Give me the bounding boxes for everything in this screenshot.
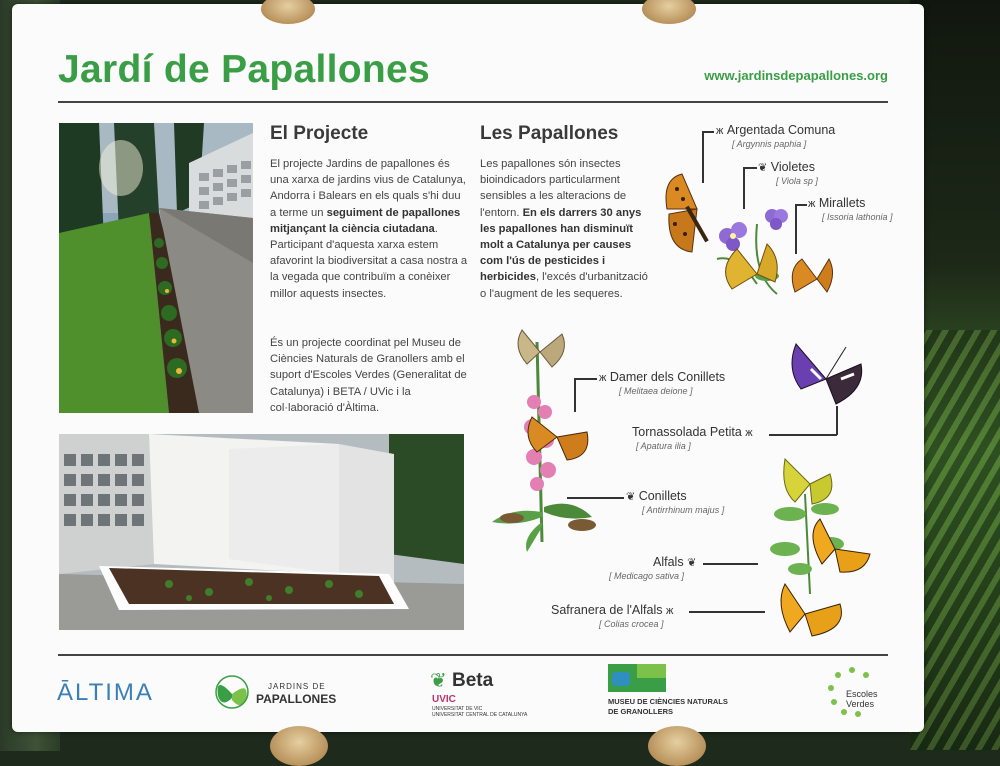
escoles-verdes-logo: Escoles Verdes	[822, 664, 892, 720]
page-title: Jardí de Papallones	[58, 48, 431, 91]
alfals-butterfly	[784, 459, 832, 504]
header-divider	[58, 101, 888, 103]
butterflies-paragraph: Les papallones són insectes bioindicadors particularment sensibles a les alteracions de l'entorn. En els darrers 30 anys les papallones han disminuït molt a Catalunya per causes com l'ús de pesticides i herbicides, l'excés d'urbanització o l'augment de les sequeres.	[480, 158, 648, 300]
violet-flower	[719, 209, 788, 251]
butterflies-heading: Les Papallones	[480, 123, 619, 144]
planted-bed-photo	[59, 434, 464, 630]
museu-logo-icon	[608, 664, 666, 692]
safranera-butterfly-2	[781, 584, 841, 636]
beta-uvic-logo: ❦ Beta UVIC UNIVERSITAT DE VIC UNIVERSITAT CENTRAL DE CATALUNYA	[430, 670, 528, 718]
garden-path-photo	[59, 123, 253, 413]
butterflies-violets-illustration	[657, 164, 837, 304]
species-label-alfals: Alfals ❦	[653, 555, 697, 569]
leaf-icon: ❦	[430, 670, 447, 692]
species-label-argentada: ж Argentada Comuna	[716, 123, 836, 137]
species-label-tornassolada: Tornassolada Petita ж	[632, 425, 753, 439]
sign-board	[12, 4, 924, 732]
species-latin-conillets: [ Antirrhinum majus ]	[642, 505, 725, 515]
tornassolada-butterfly	[786, 339, 866, 409]
species-label-mirallets: ж Mirallets	[808, 196, 866, 210]
butterfly-icon: ж	[665, 605, 674, 617]
species-latin-damer: [ Melitaea deione ]	[619, 386, 693, 396]
leaf-icon: ❦	[687, 557, 697, 569]
leaf-icon: ❦	[626, 491, 636, 503]
species-latin-violetes: [ Viola sp ]	[776, 176, 818, 186]
species-latin-safranera: [ Colias crocea ]	[599, 619, 664, 629]
footer-divider	[58, 654, 888, 656]
project-paragraph-1: El projecte Jardins de papallones és una xarxa de jardins vius de Catalunya, Andorra i Balears en els quals s'hi duu a terme un seguiment de papallones mitjançant la ciència ciutadana. Participant d'aquesta xarxa estem afavorint la biodiversitat a casa nostra a la vegada que contribuïm a conèixer millor aquests insectes.	[270, 158, 468, 300]
species-latin-tornassolada: [ Apatura ilia ]	[636, 441, 691, 451]
project-heading: El Projecte	[270, 123, 369, 144]
wooden-post	[270, 726, 328, 766]
species-latin-mirallets: [ Issoria lathonia ]	[822, 212, 893, 222]
argentada-butterfly	[666, 174, 709, 252]
alfalfa-butterflies-illustration	[750, 454, 880, 639]
species-label-damer: ж Damer dels Conillets	[599, 370, 726, 384]
butterfly-icon: ж	[745, 427, 753, 439]
species-latin-argentada: [ Argynnis paphia ]	[732, 139, 807, 149]
damer-butterfly	[518, 330, 564, 367]
species-label-safranera: Safranera de l'Alfals ж	[551, 603, 674, 617]
altima-logo: ĀLTIMA	[57, 679, 154, 706]
website-url: www.jardinsdepapallones.org	[704, 68, 888, 83]
butterfly-icon: ж	[808, 198, 816, 210]
project-paragraph-2: És un projecte coordinat pel Museu de Ciències Naturals de Granollers amb el suport d'Escoles Verdes (Generalitat de Catalunya) i BETA / UVic i la col·laboració d'Àltima.	[270, 337, 467, 414]
wooden-post	[648, 726, 706, 766]
leaf-icon: ❦	[758, 162, 768, 174]
butterfly-icon: ж	[716, 125, 724, 137]
butterfly-icon: ж	[599, 372, 607, 384]
butterfly-logo-icon	[210, 670, 254, 714]
snapdragon-illustration	[482, 322, 602, 552]
species-label-violetes: ❦ Violetes	[758, 160, 815, 174]
mirallets-butterfly	[792, 259, 832, 292]
species-label-conillets: ❦ Conillets	[626, 489, 687, 503]
museu-granollers-logo: MUSEU DE CIÈNCIES NATURALS DE GRANOLLERS	[608, 664, 748, 720]
species-latin-alfals: [ Medicago sativa ]	[609, 571, 685, 581]
jardins-papallones-logo: JARDINS DE PAPALLONES	[210, 670, 340, 714]
